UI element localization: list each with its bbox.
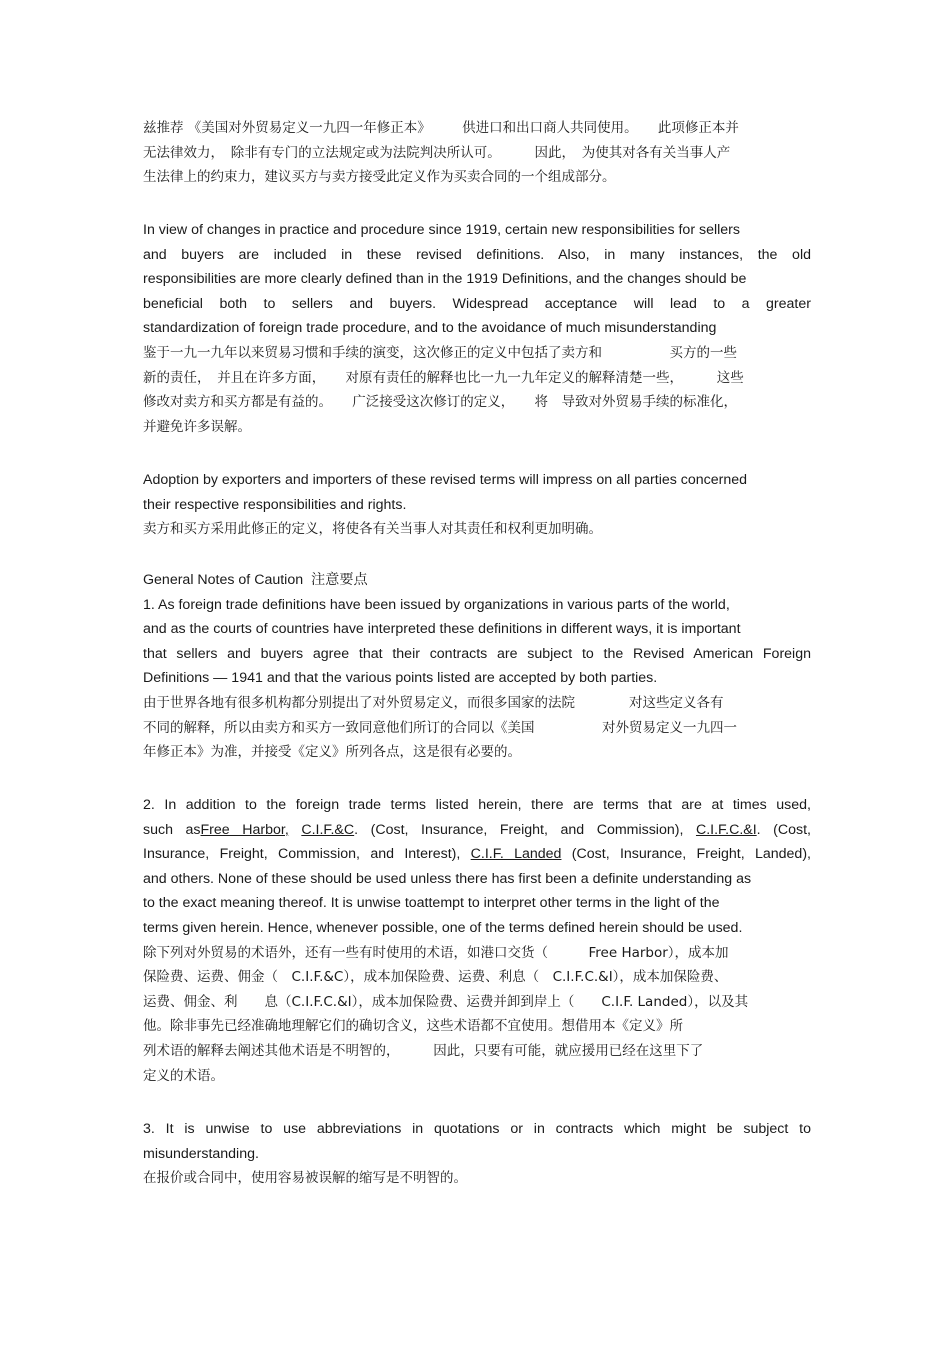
text-run: Insurance, Freight, Commission, and Interest),: [143, 846, 461, 863]
text-line: [143, 818, 811, 843]
text-run: (Cost, Insurance, Freight, Landed),: [571, 846, 811, 863]
text-line: and others. None of these should be used unless there has first been a definite understanding as: [143, 870, 752, 887]
text-line: In view of changes in practice and procedure since 1919, certain new responsibilities for sellers: [143, 222, 740, 238]
text-line: 无法律效力， 除非有专门的立法规定或为法院判决所认可。 因此， 为使其对各有关当事人产: [143, 144, 731, 161]
text-line: 并避免许多误解。: [143, 418, 251, 435]
free-harbor-link[interactable]: Free Harbor,: [200, 821, 289, 838]
cif-landed-link[interactable]: C.I.F. Landed: [470, 846, 562, 863]
note-2: [143, 793, 811, 1088]
text-line: 年修正本》为准，并接受《定义》所列各点，这是很有必要的。: [143, 744, 521, 761]
text-line: 他。除非事先已经准确地理解它们的确切含义，这些术语都不宜使用。想借用本《定义》所: [143, 1018, 683, 1035]
adoption-paragraph: [143, 468, 811, 542]
text-line: to the exact meaning thereof. It is unwise toattempt to interpret other terms in the light of the: [143, 895, 720, 912]
text-line: 运费、佣金、利 息（C.I.F.C.&I），成本加保险费、运费并卸到岸上（ C.I.F. Landed），以及其: [143, 993, 749, 1010]
text-line: 生法律上的约束力，建议买方与卖方接受此定义作为买卖合同的一个组成部分。: [143, 169, 616, 186]
text-line: and buyers are included in these revised definitions. Also, in many instances, the old: [143, 246, 811, 263]
note-1: [143, 568, 811, 765]
text-run: such as: [143, 821, 201, 838]
changes-paragraph-en: [143, 218, 811, 341]
changes-paragraph-zh: [143, 341, 811, 439]
text-line: their respective responsibilities and rights.: [143, 496, 407, 513]
text-line: 卖方和买方采用此修正的定义，将使各有关当事人对其责任和权利更加明确。: [143, 521, 602, 538]
text-run: . (Cost,: [756, 821, 811, 838]
text-line: 定义的术语。: [143, 1067, 224, 1084]
section-heading: General Notes of Caution 注意要点: [143, 572, 368, 588]
cif-c-i-link[interactable]: C.I.F.C.&I: [695, 821, 757, 838]
text-line: 不同的解释，所以由卖方和买方一致同意他们所订的合同以《美国 对外贸易定义一九四一: [143, 719, 737, 736]
text-line: Adoption by exporters and importers of these revised terms will impress on all parties concerned: [143, 472, 748, 488]
cif-c-link[interactable]: C.I.F.&C: [301, 821, 355, 838]
text-line: standardization of foreign trade procedure, and to the avoidance of much misunderstanding: [143, 320, 717, 337]
text-line: [143, 842, 811, 867]
text-line: 兹推荐 《美国对外贸易定义一九四一年修正本》 供进口和出口商人共同使用。 此项修正本并: [143, 120, 739, 136]
text-line: 在报价或合同中，使用容易被误解的缩写是不明智的。: [143, 1170, 467, 1187]
text-line: 修改对卖方和买方都是有益的。 广泛接受这次修订的定义， 将 导致对外贸易手续的标准化，: [143, 394, 737, 411]
text-line: beneficial both to sellers and buyers. Widespread acceptance will lead to a greater: [143, 295, 811, 312]
text-line: and as the courts of countries have interpreted these definitions in different ways, it is important: [143, 621, 741, 638]
text-line: 列术语的解释去阐述其他术语是不明智的， 因此，只要有可能，就应援用已经在这里下了: [143, 1042, 704, 1059]
text-line: 3. It is unwise to use abbreviations in quotations or in contracts which might be subject to: [143, 1121, 811, 1137]
text-line: responsibilities are more clearly defined than in the 1919 Definitions, and the changes should be: [143, 271, 747, 288]
text-line: 2. In addition to the foreign trade terms listed herein, there are terms that are at times used,: [143, 797, 811, 813]
text-line: that sellers and buyers agree that their contracts are subject to the Revised American Foreign: [143, 645, 811, 662]
text-line: 新的责任， 并且在许多方面， 对原有责任的解释也比一九一九年定义的解释清楚一些， 这些: [143, 369, 744, 386]
text-line: 除下列对外贸易的术语外，还有一些有时使用的术语，如港口交货（ Free Harbor），成本加: [143, 944, 729, 961]
text-line: 由于世界各地有很多机构都分别提出了对外贸易定义，而很多国家的法院 对这些定义各有: [143, 694, 724, 711]
intro-paragraph-zh: [143, 116, 811, 190]
text-line: misunderstanding.: [143, 1145, 259, 1162]
note-3: [143, 1117, 811, 1191]
text-line: Definitions — 1941 and that the various points listed are accepted by both parties.: [143, 670, 658, 687]
text-line: 1. As foreign trade definitions have been issued by organizations in various parts of the world,: [143, 596, 730, 613]
text-line: terms given herein. Hence, whenever possible, one of the terms defined herein should be used.: [143, 919, 743, 936]
text-run: . (Cost, Insurance, Freight, and Commission),: [354, 821, 684, 838]
text-line: 保险费、运费、佣金（ C.I.F.&C），成本加保险费、运费、利息（ C.I.F.C.&I），成本加保险费、: [143, 969, 728, 986]
text-line: 鉴于一九一九年以来贸易习惯和手续的演变，这次修正的定义中包括了卖方和 买方的一些: [143, 345, 737, 361]
